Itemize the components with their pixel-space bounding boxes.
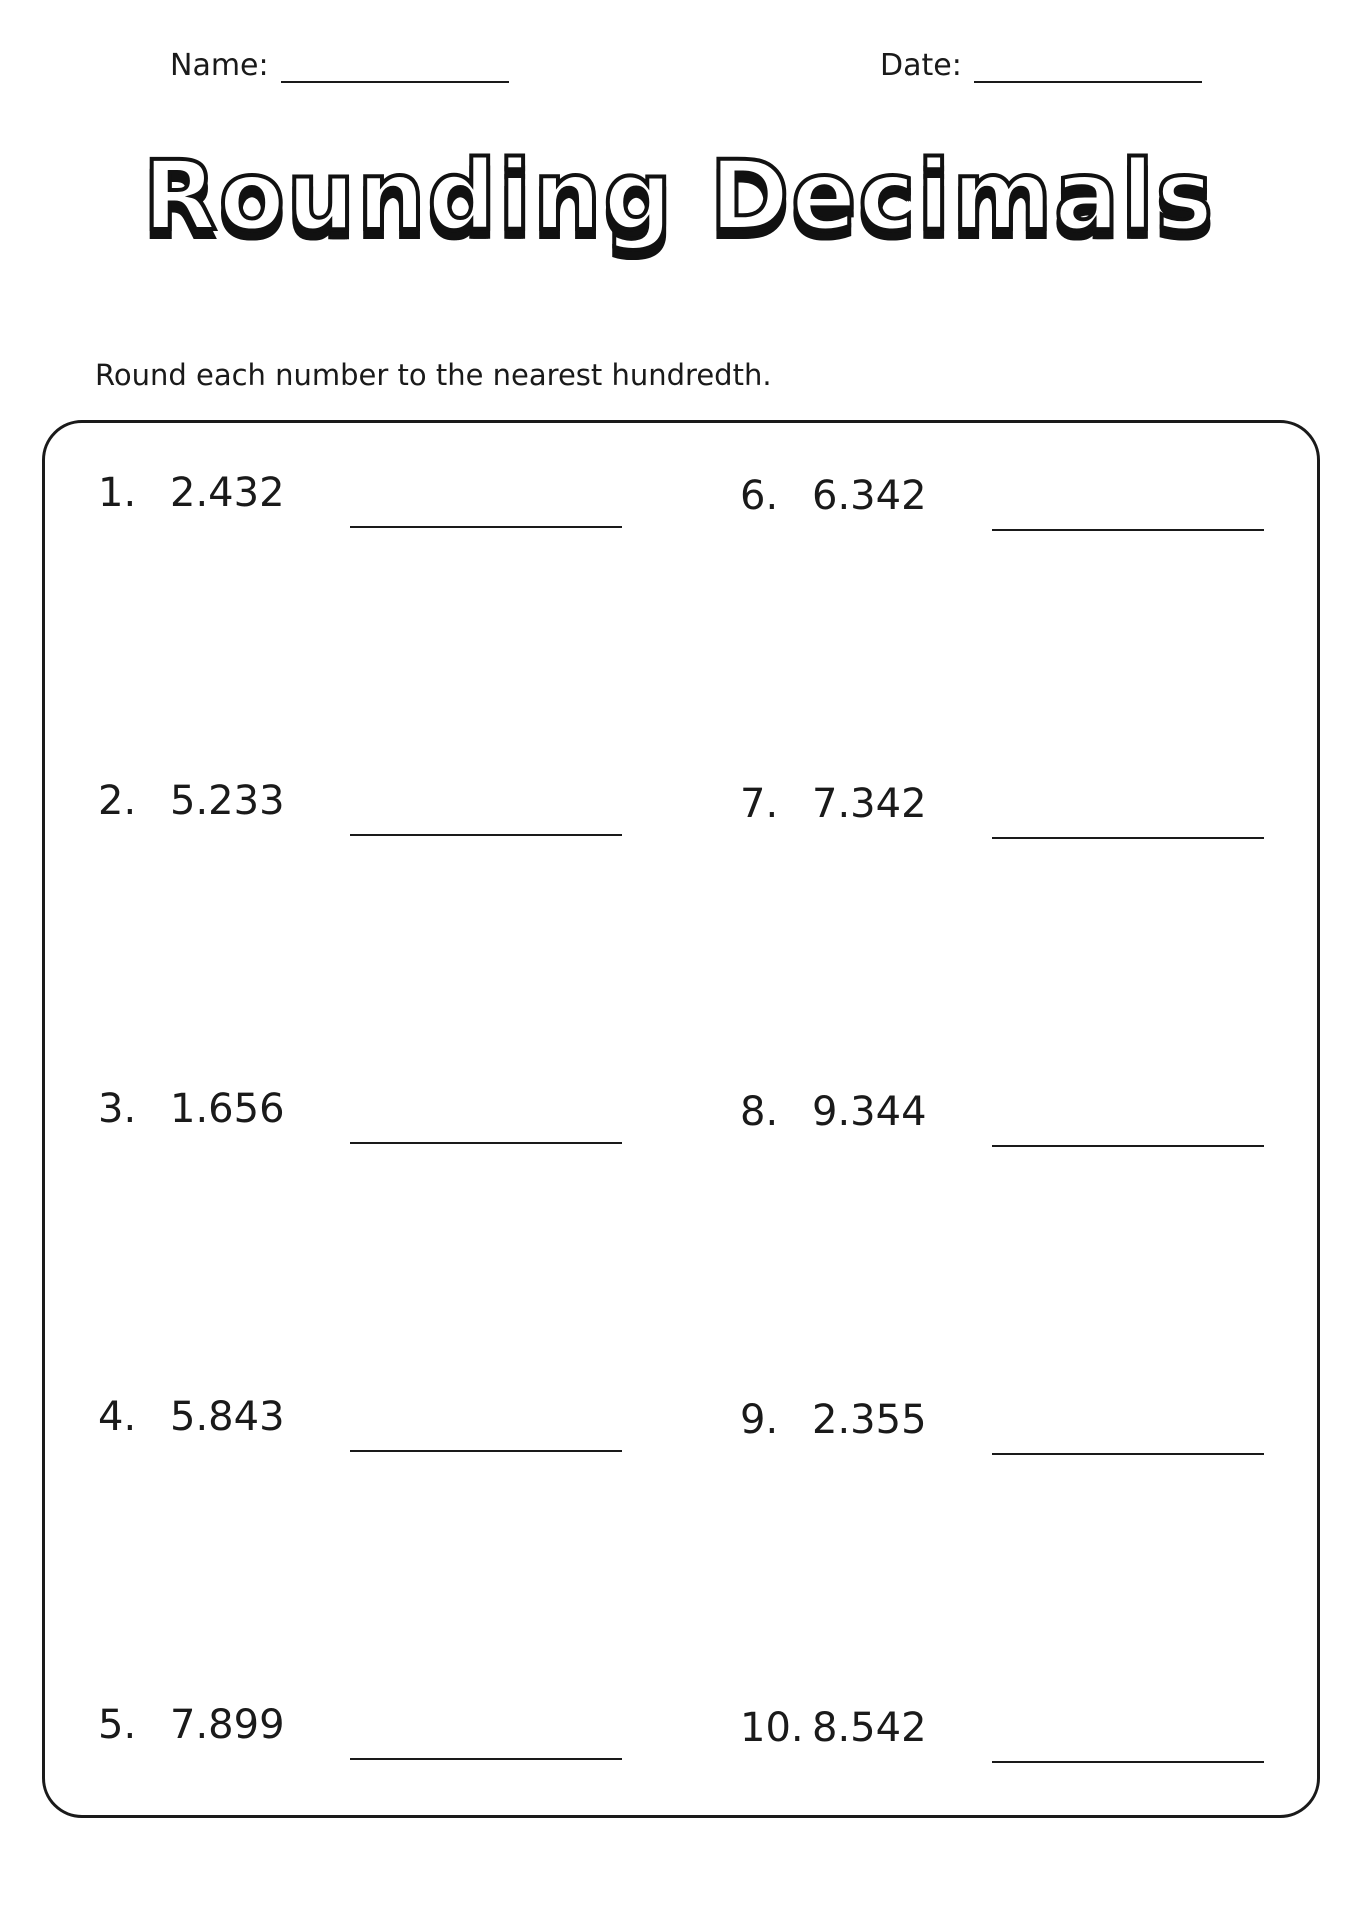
date-field[interactable] [880, 48, 1202, 83]
instructions: Round each number to the nearest hundredth. [95, 358, 772, 392]
answer-line[interactable] [992, 837, 1264, 839]
answer-line[interactable] [350, 834, 622, 836]
answer-line[interactable] [992, 529, 1264, 531]
problem-number: 7. [740, 781, 779, 827]
problem-item [98, 470, 622, 516]
problem-item [740, 1397, 1264, 1443]
problem-item [740, 1705, 1264, 1751]
answer-line[interactable] [992, 1453, 1264, 1455]
answer-line[interactable] [350, 1142, 622, 1144]
problem-item [98, 1702, 622, 1748]
problem-item [98, 1394, 622, 1440]
problem-number: 10. [740, 1705, 804, 1751]
problem-value: 1.656 [170, 1086, 285, 1132]
problem-number: 5. [98, 1702, 137, 1748]
problem-item [98, 1086, 622, 1132]
problem-item [740, 473, 1264, 519]
problem-value: 5.843 [170, 1394, 285, 1440]
problem-item [740, 1089, 1264, 1135]
problem-value: 2.355 [812, 1397, 927, 1443]
problem-value: 2.432 [170, 470, 285, 516]
name-label: Name: [170, 48, 269, 83]
answer-line[interactable] [350, 1450, 622, 1452]
date-blank-line[interactable] [974, 51, 1202, 83]
name-blank-line[interactable] [281, 51, 509, 83]
problem-value: 6.342 [812, 473, 927, 519]
problem-item [98, 778, 622, 824]
date-label: Date: [880, 48, 962, 83]
answer-line[interactable] [350, 1758, 622, 1760]
problem-number: 6. [740, 473, 779, 519]
problem-number: 3. [98, 1086, 137, 1132]
problem-value: 7.342 [812, 781, 927, 827]
problem-value: 9.344 [812, 1089, 927, 1135]
problem-value: 5.233 [170, 778, 285, 824]
worksheet-title: Rounding Decimals [142, 140, 1216, 252]
answer-line[interactable] [350, 526, 622, 528]
answer-line[interactable] [992, 1145, 1264, 1147]
name-field[interactable] [170, 48, 509, 83]
problem-number: 1. [98, 470, 137, 516]
problem-number: 4. [98, 1394, 137, 1440]
problem-value: 8.542 [812, 1705, 927, 1751]
problem-item [740, 781, 1264, 827]
problem-number: 2. [98, 778, 137, 824]
problem-number: 8. [740, 1089, 779, 1135]
problem-number: 9. [740, 1397, 779, 1443]
problem-value: 7.899 [170, 1702, 285, 1748]
answer-line[interactable] [992, 1761, 1264, 1763]
